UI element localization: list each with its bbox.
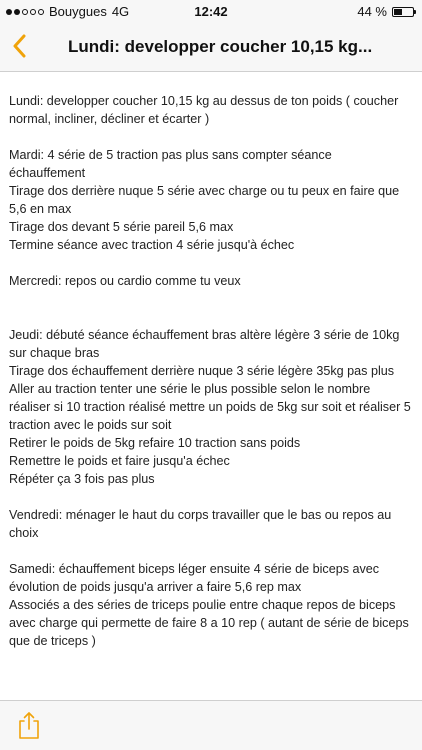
note-line: avec charge qui permette de faire 8 a 10 rep ( autant de série de biceps (9, 616, 409, 630)
note-line: Remettre le poids et faire jusqu'a échec (9, 454, 230, 468)
note-line: Vendredi: ménager le haut du corps travailler que le bas ou repos au (9, 508, 392, 522)
note-paragraph (9, 506, 420, 542)
note-line: 5,6 en max (9, 202, 72, 216)
note-line: échauffement (9, 166, 86, 180)
note-line: Jeudi: débuté séance échauffement bras altère légère 3 série de 10kg (9, 328, 400, 342)
note-line: Aller au traction tenter une série le plus possible selon le nombre (9, 382, 371, 396)
note-paragraph (9, 146, 420, 254)
note-line: choix (9, 526, 39, 540)
note-line: Tirage dos échauffement derrière nuque 3 série légère 35kg pas plus (9, 364, 395, 378)
battery-icon (392, 7, 414, 17)
note-line: sur chaque bras (9, 346, 100, 360)
note-line: Samedi: échauffement biceps léger ensuite 4 série de biceps avec (9, 562, 380, 576)
note-paragraph (9, 326, 420, 488)
status-right (357, 4, 414, 19)
note-line: Mercredi: repos ou cardio comme tu veux (9, 274, 241, 288)
bottom-toolbar (0, 700, 422, 750)
note-paragraph (9, 272, 420, 290)
share-icon (16, 710, 42, 740)
back-button[interactable] (6, 28, 32, 64)
note-line: que de triceps ) (9, 634, 96, 648)
battery-percentage: 44 % (357, 4, 387, 19)
share-button[interactable] (16, 710, 42, 740)
note-line: Tirage dos derrière nuque 5 série avec charge ou tu peux en faire que (9, 184, 400, 198)
note-line: Répéter ça 3 fois pas plus (9, 472, 155, 486)
note-line: traction avec le poids sur soit (9, 418, 172, 432)
note-line: évolution de poids jusqu'a arriver a faire 5,6 rep max (9, 580, 302, 594)
note-line: Associés a des séries de triceps poulie entre chaque repos de biceps (9, 598, 396, 612)
page-title: Lundi: developper coucher 10,15 kg... (68, 37, 373, 56)
note-line: réaliser si 10 traction réalisé mettre un poids de 5kg sur soit et réaliser 5 (9, 400, 411, 414)
chevron-left-icon (12, 34, 26, 58)
note-paragraph (9, 92, 420, 128)
note-line: Lundi: developper coucher 10,15 kg au dessus de ton poids ( coucher (9, 94, 399, 108)
status-bar (0, 0, 422, 22)
network-type: 4G (111, 4, 130, 19)
note-line: normal, incliner, décliner et écarter ) (9, 112, 210, 126)
note-body[interactable] (9, 92, 420, 668)
carrier-name: Bouygues (49, 4, 107, 19)
note-line: Mardi: 4 série de 5 traction pas plus sans compter séance (9, 148, 332, 162)
note-paragraph (9, 560, 420, 650)
note-line: Termine séance avec traction 4 série jusqu'à échec (9, 238, 295, 252)
note-line: Retirer le poids de 5kg refaire 10 traction sans poids (9, 436, 301, 450)
status-time: 12:42 (194, 4, 228, 19)
navigation-bar (0, 22, 422, 72)
note-line: Tirage dos devant 5 série pareil 5,6 max (9, 220, 234, 234)
